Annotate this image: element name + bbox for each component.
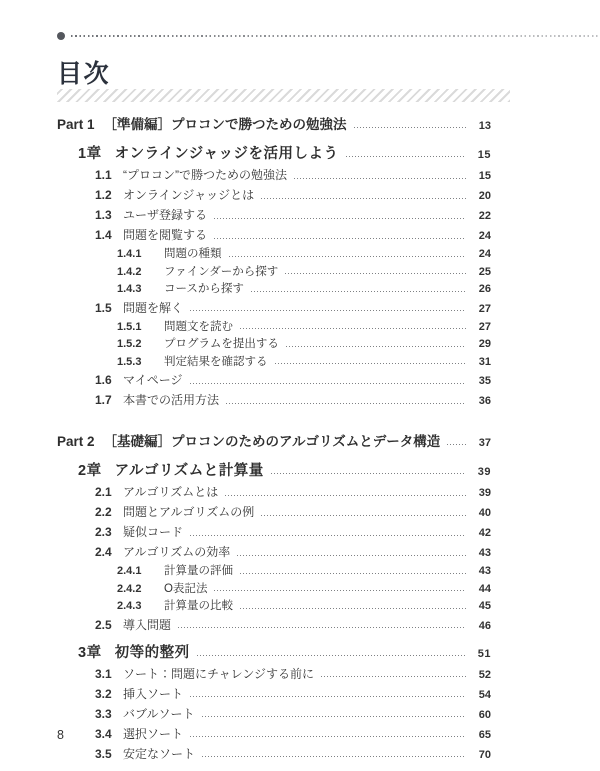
toc-entry-title: 本書での活用方法 bbox=[123, 393, 220, 407]
page-number: 51 bbox=[477, 647, 491, 660]
toc-entry-number: 2.4.3 bbox=[117, 600, 142, 612]
leader-line bbox=[190, 310, 466, 311]
page-number: 37 bbox=[478, 437, 491, 449]
leader-line bbox=[354, 127, 466, 128]
page-number: 31 bbox=[478, 355, 491, 368]
page-number: 27 bbox=[478, 302, 491, 315]
toc-row bbox=[57, 599, 491, 614]
page-number: 70 bbox=[478, 748, 491, 761]
toc-row bbox=[57, 208, 491, 224]
toc-row bbox=[57, 393, 491, 409]
toc-entry-title: 問題文を読む bbox=[164, 320, 233, 333]
toc-row bbox=[57, 687, 491, 703]
leader-line bbox=[240, 608, 466, 609]
toc-entry-title: ソート：問題にチャレンジする前に bbox=[123, 666, 315, 681]
toc-entry-number: 1.5.2 bbox=[117, 338, 142, 350]
leader-line bbox=[285, 273, 466, 274]
toc-entry-title: バブルソート bbox=[123, 706, 195, 721]
toc-entry-title: 疑似コード bbox=[123, 525, 184, 539]
footer-page-number: 8 bbox=[57, 728, 64, 742]
toc-entry-title: 問題の種類 bbox=[164, 248, 222, 260]
page-number: 24 bbox=[478, 230, 491, 242]
leader-line bbox=[447, 444, 466, 445]
toc-row bbox=[57, 301, 491, 317]
toc-row bbox=[57, 727, 491, 743]
dotted-line bbox=[71, 35, 600, 37]
toc-entry-number: 2.5 bbox=[95, 617, 112, 632]
toc-entry-number: 3.4 bbox=[95, 726, 112, 741]
leader-line bbox=[321, 676, 466, 677]
toc-entry-number: 2.4.1 bbox=[117, 565, 142, 577]
leader-line bbox=[240, 328, 466, 329]
page-number: 24 bbox=[478, 248, 491, 260]
toc-entry-title: 挿入ソート bbox=[123, 686, 184, 701]
toc-entry-number: 1.7 bbox=[95, 393, 112, 407]
page-number: 26 bbox=[478, 283, 491, 295]
toc-entry-number: 1.4 bbox=[95, 228, 112, 242]
toc-row bbox=[57, 618, 491, 634]
leader-line bbox=[240, 573, 466, 574]
leader-line bbox=[275, 363, 467, 364]
leader-line bbox=[286, 346, 466, 347]
bullet-dot-icon bbox=[57, 32, 65, 40]
leader-line bbox=[226, 403, 466, 404]
toc-entry-number: 1.4.2 bbox=[117, 265, 142, 278]
leader-line bbox=[202, 716, 466, 717]
toc-row bbox=[57, 485, 491, 501]
toc-row bbox=[57, 433, 491, 452]
leader-line bbox=[225, 495, 466, 496]
toc-entry-title: 問題を閲覧する bbox=[123, 228, 208, 242]
toc-row bbox=[57, 525, 491, 541]
leader-line bbox=[261, 515, 466, 516]
toc-row bbox=[57, 145, 491, 164]
toc-entry-title: 計算量の評価 bbox=[164, 565, 233, 577]
page-number: 13 bbox=[478, 120, 491, 132]
leader-line bbox=[271, 473, 466, 474]
toc-entry-number: 1.1 bbox=[95, 168, 112, 182]
leader-line bbox=[251, 291, 466, 292]
toc-row bbox=[57, 505, 491, 521]
toc-entry-number: 3.2 bbox=[95, 686, 112, 701]
toc-entry-title: “プロコン”で勝つための勉強法 bbox=[123, 168, 287, 182]
leader-line bbox=[190, 535, 466, 536]
toc-entry-number: 3.3 bbox=[95, 706, 112, 721]
toc-row bbox=[57, 168, 491, 184]
toc-entry-number: 2.4.2 bbox=[117, 582, 142, 595]
toc-entry-number: 2.2 bbox=[95, 505, 112, 519]
page-number: 35 bbox=[478, 375, 491, 387]
toc-row bbox=[57, 747, 491, 763]
toc-entry-title: 導入問題 bbox=[123, 617, 172, 632]
toc-entry-number: 3.1 bbox=[95, 666, 112, 681]
toc-entry-number: 3章 bbox=[78, 644, 102, 661]
page-number: 39 bbox=[477, 466, 491, 478]
page-number: 22 bbox=[478, 210, 491, 222]
toc-entry-number: 2.4 bbox=[95, 545, 112, 559]
toc-entry-number: 1.4.3 bbox=[117, 283, 142, 295]
toc-row bbox=[57, 188, 491, 204]
page-number: 36 bbox=[478, 395, 491, 407]
toc-row bbox=[57, 282, 491, 297]
toc-entry-title: プログラムを提出する bbox=[164, 338, 279, 350]
toc-entry-title: ［準備編］プロコンで勝つための勉強法 bbox=[103, 117, 347, 132]
toc-entry-title: アルゴリズムの効率 bbox=[123, 545, 231, 559]
toc-entry-number: 2.1 bbox=[95, 485, 112, 499]
leader-line bbox=[178, 627, 466, 628]
page-number: 15 bbox=[478, 170, 491, 182]
page-number: 46 bbox=[478, 619, 491, 632]
toc-row bbox=[57, 707, 491, 723]
toc-row bbox=[57, 355, 491, 370]
toc-row bbox=[57, 320, 491, 335]
toc-entry-title: マイページ bbox=[123, 373, 183, 387]
toc-entry-title: オンラインジャッジとは bbox=[123, 188, 255, 202]
toc-entry-number: 1.4.1 bbox=[117, 248, 142, 260]
leader-line bbox=[197, 655, 466, 656]
toc-entry-number: Part 1 bbox=[57, 117, 95, 132]
toc-entry-title: 問題とアルゴリズムの例 bbox=[123, 505, 255, 519]
toc-entry-title: 問題を解く bbox=[123, 300, 184, 315]
toc-entry-number: 1.5.3 bbox=[117, 355, 142, 368]
toc-entry-title: O表記法 bbox=[164, 582, 208, 595]
toc-entry-title: 計算量の比較 bbox=[164, 600, 233, 612]
page-title: 目次 bbox=[57, 60, 111, 88]
hatch-decoration bbox=[57, 89, 510, 102]
page-number: 65 bbox=[478, 728, 491, 741]
toc-entry-title: ファインダーから探す bbox=[164, 265, 279, 278]
page-number: 29 bbox=[478, 338, 491, 350]
toc-entry-title: オンラインジャッジを活用しよう bbox=[114, 146, 339, 162]
leader-line bbox=[229, 256, 467, 257]
leader-line bbox=[190, 696, 466, 697]
toc-row bbox=[57, 337, 491, 352]
toc-row bbox=[57, 667, 491, 683]
leader-line bbox=[214, 590, 466, 591]
leader-line bbox=[190, 736, 466, 737]
page-number: 15 bbox=[477, 149, 491, 161]
toc-entry-number: 1.3 bbox=[95, 208, 112, 222]
toc-entry-title: 判定結果を確認する bbox=[164, 355, 268, 368]
toc-entry-title: コースから探す bbox=[164, 283, 244, 295]
leader-line bbox=[214, 218, 466, 219]
toc-row bbox=[57, 116, 491, 135]
toc-entry-title: 選択ソート bbox=[123, 726, 184, 741]
toc-entry-number: 1.5 bbox=[95, 300, 112, 315]
toc-entry-number: 1.5.1 bbox=[117, 320, 142, 333]
page-number: 20 bbox=[478, 190, 491, 202]
toc-entry-number: 3.5 bbox=[95, 746, 112, 761]
page-number: 40 bbox=[478, 507, 491, 519]
leader-line bbox=[202, 756, 466, 757]
page-number: 54 bbox=[478, 688, 491, 701]
leader-line bbox=[261, 198, 466, 199]
leader-line bbox=[190, 383, 466, 384]
page-number: 52 bbox=[478, 668, 491, 681]
toc-row bbox=[57, 545, 491, 561]
page-number: 43 bbox=[478, 547, 491, 559]
toc-entry-title: 安定なソート bbox=[123, 746, 196, 761]
toc-entry-number: 1.6 bbox=[95, 373, 112, 387]
toc-row bbox=[57, 462, 491, 481]
page-number: 43 bbox=[478, 565, 491, 577]
page-number: 42 bbox=[478, 527, 491, 539]
page-number: 39 bbox=[478, 487, 491, 499]
toc-entry-number: 1章 bbox=[78, 146, 102, 162]
page-number: 25 bbox=[478, 265, 491, 278]
toc-entry-title: アルゴリズムとは bbox=[123, 485, 219, 499]
toc-list bbox=[57, 116, 491, 763]
toc-entry-title: ［基礎編］プロコンのためのアルゴリズムとデータ構造 bbox=[103, 434, 441, 449]
toc-row bbox=[57, 228, 491, 244]
toc-row bbox=[57, 247, 491, 262]
toc-row bbox=[57, 564, 491, 579]
page-number: 44 bbox=[478, 582, 491, 595]
toc-entry-number: 2.3 bbox=[95, 525, 112, 539]
leader-line bbox=[346, 156, 467, 157]
page-number: 27 bbox=[478, 320, 491, 333]
toc-entry-title: ユーザ登録する bbox=[123, 208, 208, 222]
toc-row bbox=[57, 582, 491, 597]
toc-entry-number: Part 2 bbox=[57, 434, 95, 449]
leader-line bbox=[214, 238, 466, 239]
toc-entry-title: アルゴリズムと計算量 bbox=[114, 463, 264, 479]
toc-row bbox=[57, 644, 491, 663]
toc-row bbox=[57, 373, 491, 389]
toc-entry-title: 初等的整列 bbox=[114, 644, 190, 661]
toc-entry-number: 2章 bbox=[78, 463, 102, 479]
leader-line bbox=[294, 178, 466, 179]
toc-entry-number: 1.2 bbox=[95, 188, 112, 202]
page-number: 45 bbox=[478, 600, 491, 612]
leader-line bbox=[237, 555, 466, 556]
toc-row bbox=[57, 265, 491, 280]
page-number: 60 bbox=[478, 708, 491, 721]
top-dotted-rule bbox=[57, 32, 600, 40]
